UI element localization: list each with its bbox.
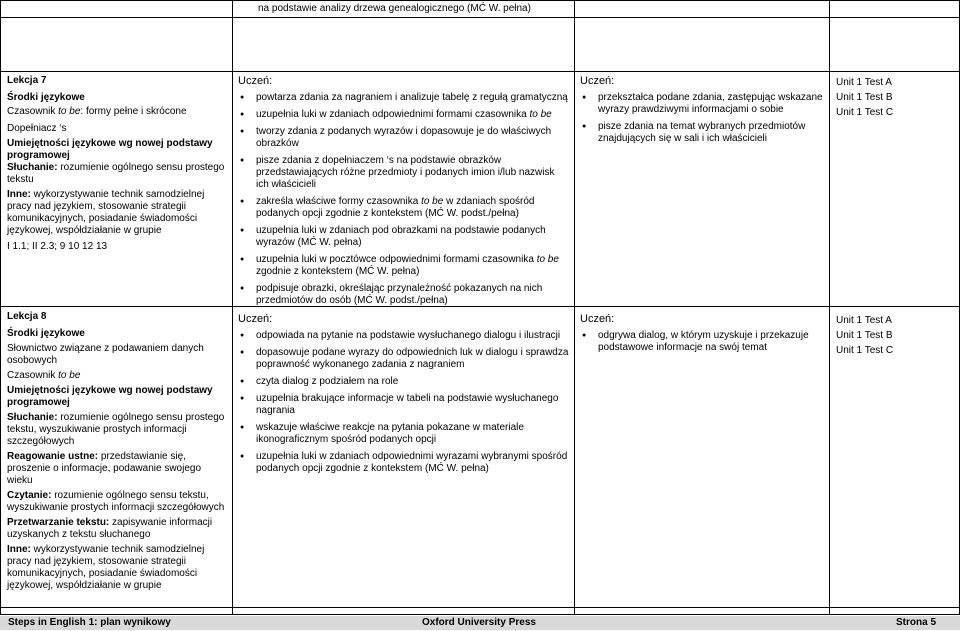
- grammar-item: Czasownik to be: [7, 370, 81, 381]
- row-divider: [0, 17, 960, 18]
- row-divider: [0, 614, 960, 615]
- test-link: Unit 1 Test B: [836, 330, 893, 341]
- lesson-8-col3: [580, 313, 824, 359]
- skill-item: Inne: wykorzystywanie technik samodzielnej pracy nad językiem, stosowanie strategii komunikacyjnych, posiadanie świadomości językowej, współdziałanie w grupie: [7, 189, 205, 236]
- column-heading: Uczeń:: [580, 313, 615, 325]
- section-heading: Środki językowe: [7, 328, 85, 339]
- test-link: Unit 1 Test A: [836, 315, 892, 326]
- skill-item: Czytanie: rozumienie ogólnego sensu tekstu, wyszukiwanie prostych informacji szczegółowych: [7, 490, 225, 513]
- test-link: Unit 1 Test C: [836, 345, 894, 356]
- list-item: ● zakreśla właściwe formy czasownika to be w zdaniach spośród podanych opcji zgodnie z kontekstem (MĆ W. podst./pełna): [238, 196, 570, 220]
- list-item: ● wskazuje właściwe reakcje na pytania pokazane w materiale ikonograficznym spośród podanych opcji: [238, 422, 570, 446]
- list-item: ● dopasowuje podane wyrazy do odpowiednich luk w dialogu i sprawdza poprawność wykonanego zadania z nagraniem: [238, 347, 570, 371]
- grammar-item: Czasownik to be: formy pełne i skrócone: [7, 106, 187, 117]
- list-item: ● pisze zdania na temat wybranych przedmiotów znajdujących się w sali i ich właścicieli: [580, 121, 824, 145]
- section-heading: Środki językowe: [7, 92, 85, 103]
- page-footer: [0, 616, 960, 630]
- section-heading: Umiejętności językowe wg nowej podstawy programowej: [7, 385, 213, 408]
- lesson-7-col2: [238, 75, 570, 312]
- col-divider: [829, 0, 830, 615]
- list-item: ● uzupełnia luki w zdaniach pod obrazkami na podstawie podanych wyrazów (MĆ W. pełna): [238, 225, 570, 249]
- lesson-7-col3: [580, 75, 824, 150]
- list-item: ● uzupełnia luki w zdaniach odpowiednimi wyrazami wybranymi spośród podanych opcji zgodnie z kontekstem (MĆ W. pełna): [238, 451, 570, 475]
- vocab-item: Słownictwo związane z podawaniem danych osobowych: [7, 343, 204, 366]
- lesson-8-tests: [836, 313, 956, 358]
- list-item: ● powtarza zdania za nagraniem i analizuje tabelę z regułą gramatyczną: [238, 92, 570, 104]
- list-item: ● uzupełnia brakujące informacje w tabeli na podstawie wysłuchanego nagrania: [238, 393, 570, 417]
- skill-item: Przetwarzanie tekstu: zapisywanie informacji uzyskanych z tekstu słuchanego: [7, 517, 213, 540]
- list-item: ● uzupełnia luki w pocztówce odpowiednimi formami czasownika to be zgodnie z kontekstem (MĆ W. pełna): [238, 254, 570, 278]
- test-link: Unit 1 Test A: [836, 77, 892, 88]
- row-divider: [0, 71, 960, 72]
- list-item: ● odgrywa dialog, w którym uzyskuje i przekazuje podstawowe informacje na swój temat: [580, 330, 824, 354]
- lesson-title: Lekcja 8: [7, 311, 47, 322]
- list-item: ● tworzy zdania z podanych wyrazów i dopasowuje je do właściwych obrazków: [238, 126, 570, 150]
- lesson-8-col2: [238, 313, 570, 480]
- col-divider: [574, 0, 575, 615]
- list-item: ● przekształca podane zdania, zastępując wskazane wyrazy prawdziwymi informacjami o sobie: [580, 92, 824, 116]
- footer-page-number: Strona 5: [896, 617, 937, 628]
- row-divider: [0, 607, 960, 608]
- list-item: ● pisze zdania z dopełniaczem ‘s na podstawie obrazków przedstawiających różne przedmioty i podanych imion i/lub nazwisk ich właścicieli: [238, 155, 570, 191]
- list-item: ● czyta dialog z podziałem na role: [238, 376, 570, 388]
- col-divider: [0, 0, 1, 615]
- table-border-top: [0, 0, 960, 1]
- footer-left: Steps in English 1: plan wynikowy: [8, 617, 171, 628]
- curriculum-codes: I 1.1; II 2.3; 9 10 12 13: [7, 241, 108, 252]
- lesson-7-tests: [836, 75, 956, 120]
- lesson-7-col1: [7, 75, 225, 253]
- lesson-8-col1: [7, 311, 225, 592]
- footer-center: Oxford University Press: [422, 617, 536, 628]
- grammar-item: Dopełniacz ‘s: [7, 123, 67, 134]
- column-heading: Uczeń:: [238, 75, 273, 87]
- test-link: Unit 1 Test C: [836, 107, 894, 118]
- top-row-text: na podstawie analizy drzewa genealogicznego (MĆ W. pełna): [258, 3, 531, 14]
- skill-item: Reagowanie ustne: przedstawianie się, proszenie o informacje, podawanie swojego wieku: [7, 451, 202, 486]
- list-item: ● odpowiada na pytanie na podstawie wysłuchanego dialogu i ilustracji: [238, 330, 570, 342]
- skill-item: Słuchanie: rozumienie ogólnego sensu prostego tekstu, wyszukiwanie prostych informacji szczegółowych: [7, 412, 225, 447]
- lesson-title: Lekcja 7: [7, 75, 47, 86]
- column-heading: Uczeń:: [580, 75, 615, 87]
- skill-item: Inne: wykorzystywanie technik samodzielnej pracy nad językiem, stosowanie strategii komunikacyjnych, posiadanie świadomości językowej, współdziałanie w grupie: [7, 544, 205, 591]
- list-item: ● podpisuje obrazki, określając przynależność pokazanych na nich przedmiotów do osób (MĆ W. podst./pełna): [238, 283, 570, 307]
- column-heading: Uczeń:: [238, 313, 273, 325]
- skill-item: Słuchanie: rozumienie ogólnego sensu prostego tekstu: [7, 162, 225, 185]
- list-item: ● uzupełnia luki w zdaniach odpowiednimi formami czasownika to be: [238, 109, 570, 121]
- col-divider: [232, 0, 233, 615]
- test-link: Unit 1 Test B: [836, 92, 893, 103]
- section-heading: Umiejętności językowe wg nowej podstawy programowej: [7, 138, 213, 161]
